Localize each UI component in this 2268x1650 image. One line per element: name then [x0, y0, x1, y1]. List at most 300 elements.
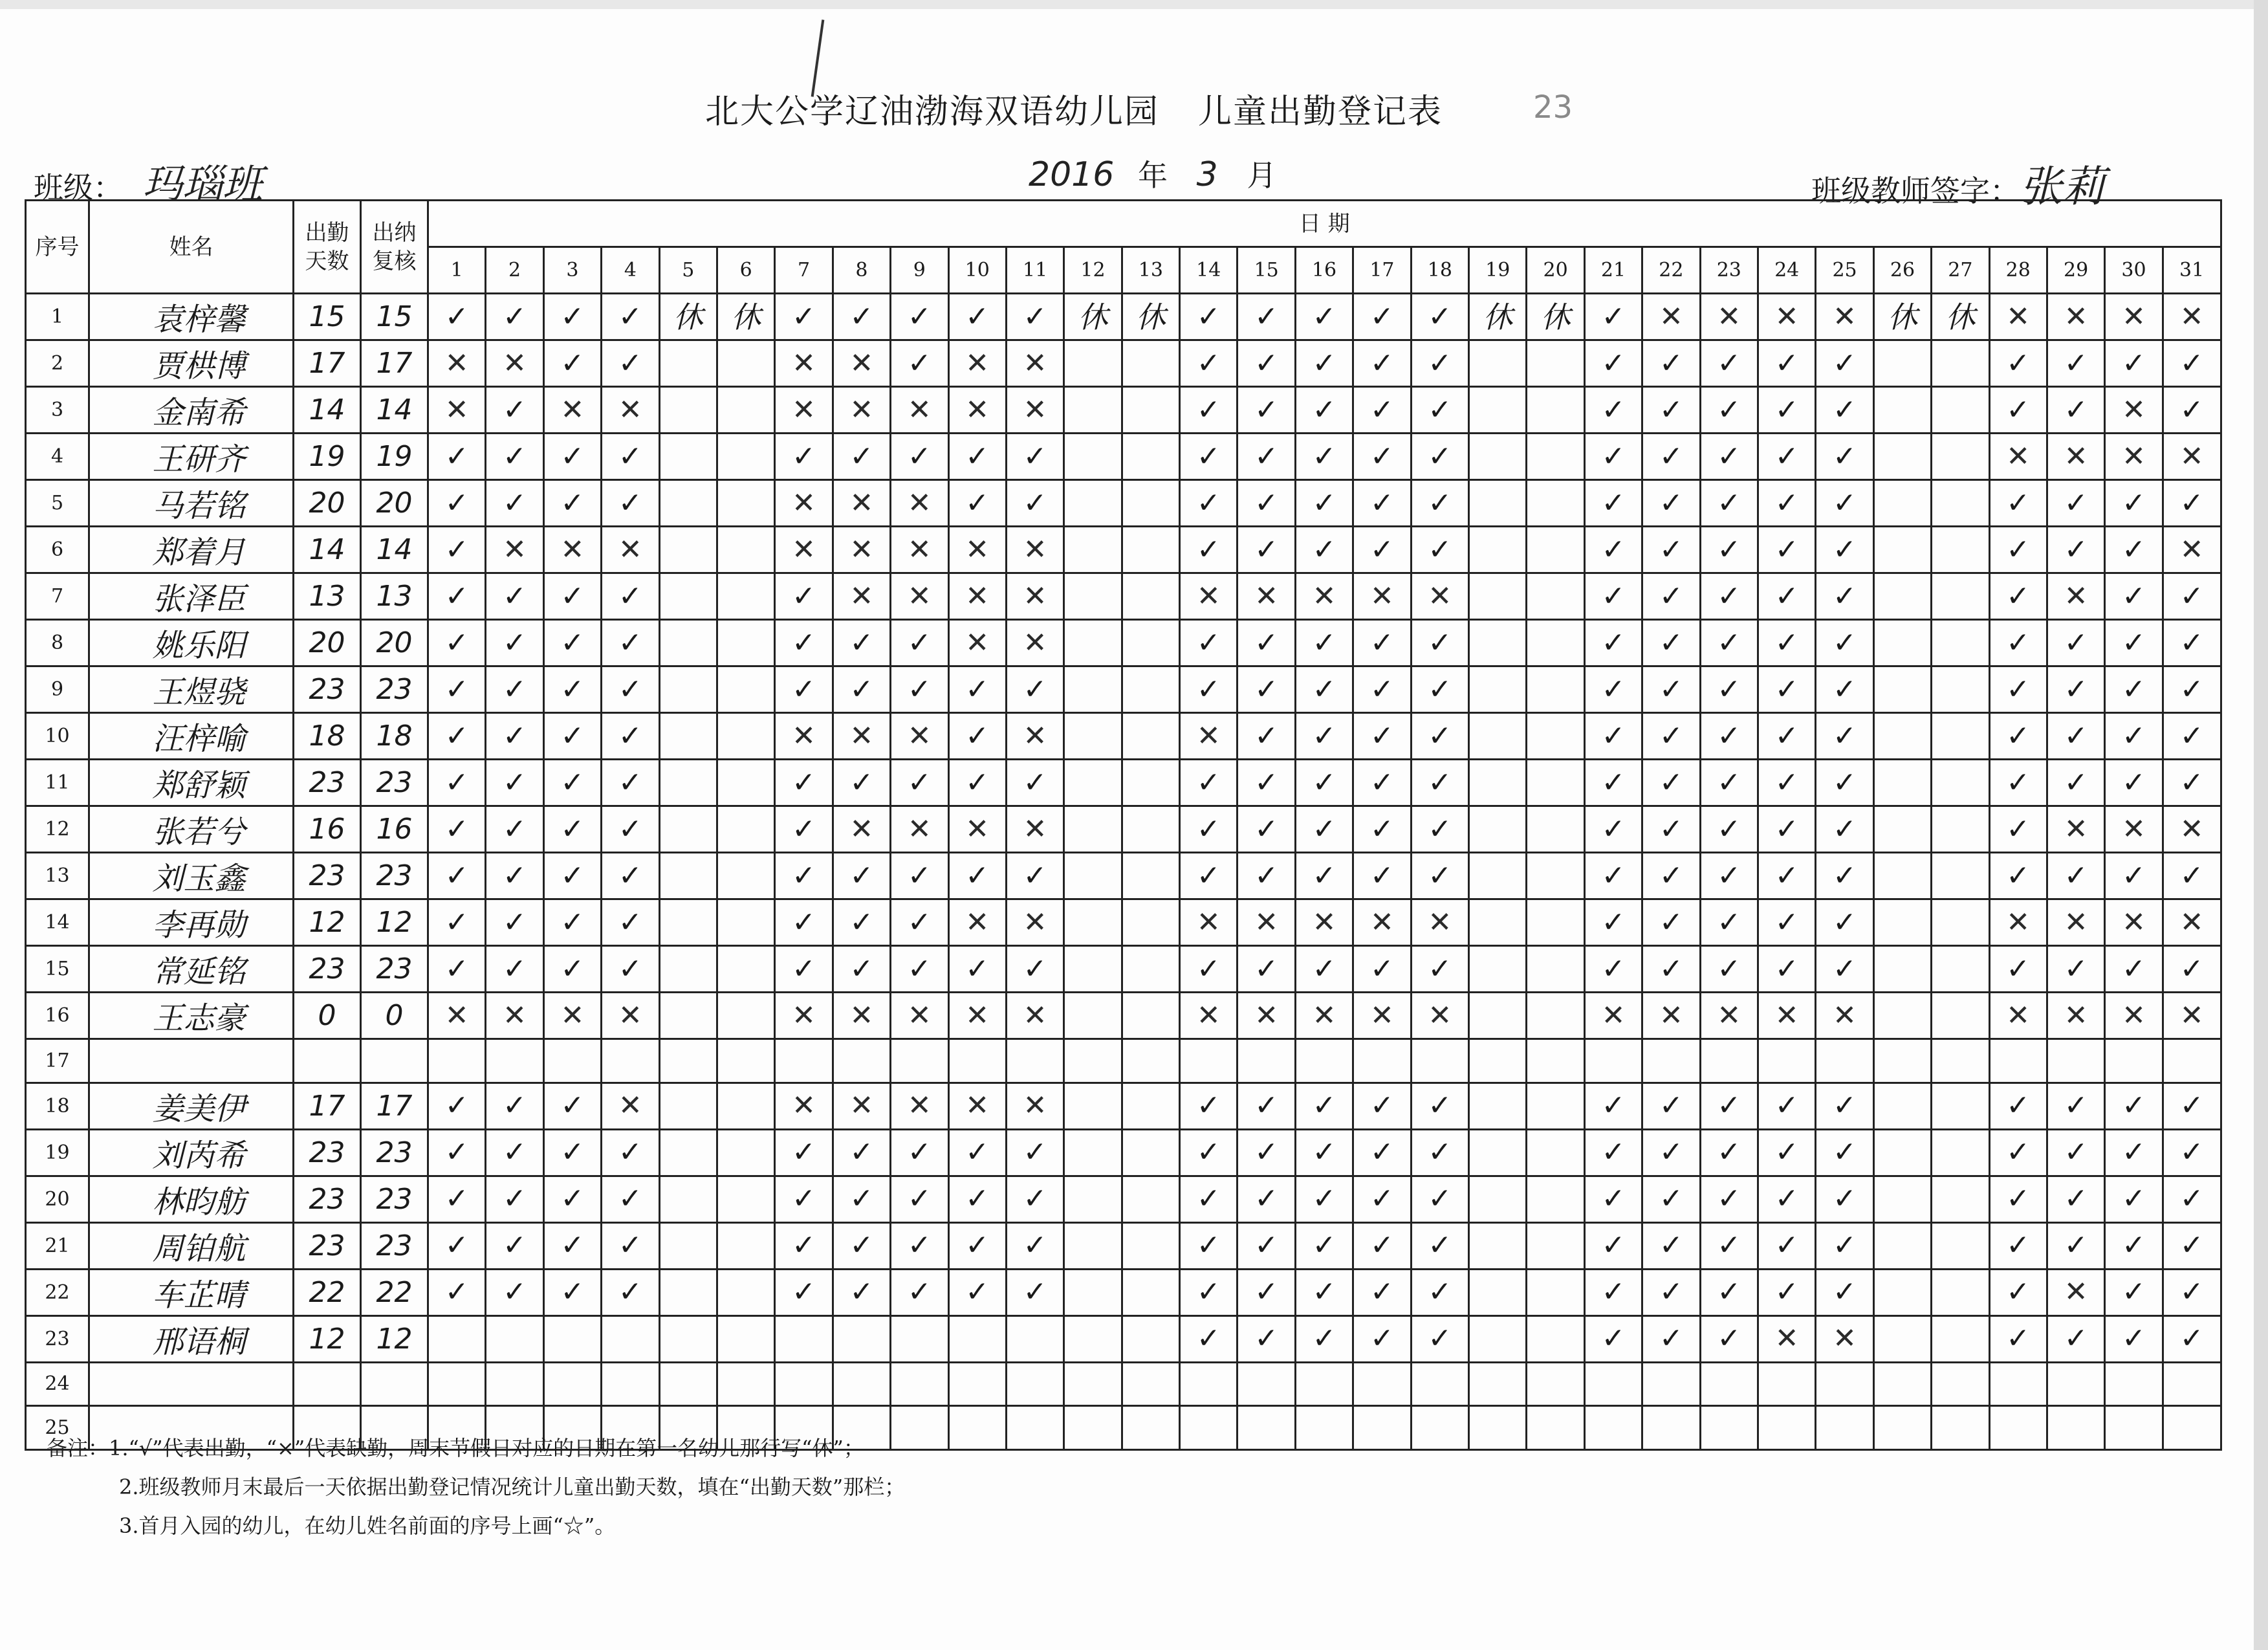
present-mark: ✓ [1295, 1176, 1353, 1222]
present-mark: ✓ [1353, 620, 1411, 666]
header-day: 12 [1064, 247, 1122, 294]
present-mark: ✓ [1180, 340, 1238, 387]
table-row [26, 899, 2221, 946]
present-mark: ✓ [486, 853, 543, 899]
row-seq: 5 [26, 480, 89, 527]
rest-day-mark: 休 [1873, 294, 1931, 340]
absent-mark: ✕ [602, 527, 659, 573]
note-2: 2.班级教师月末最后一天依据出勤登记情况统计儿童出勤天数，填在“出勤天数”那栏； [119, 1475, 906, 1499]
day-cell [1238, 1362, 1295, 1406]
present-mark: ✓ [2105, 853, 2163, 899]
day-cell [1006, 1315, 1063, 1362]
present-mark: ✓ [486, 387, 543, 434]
present-mark: ✓ [1758, 387, 1815, 434]
present-mark: ✓ [1989, 666, 2047, 713]
attendance-days: 20 [294, 620, 361, 666]
present-mark: ✓ [1758, 1083, 1815, 1129]
absent-mark: ✕ [1006, 993, 1063, 1039]
cashier-check: 14 [361, 387, 428, 434]
form-name: 儿童出勤登记表 [1198, 93, 1443, 131]
day-cell [659, 993, 717, 1039]
present-mark: ✓ [1816, 434, 1873, 480]
day-cell [2105, 1039, 2163, 1083]
day-cell [659, 1269, 717, 1315]
day-cell [1873, 713, 1931, 760]
day-cell [1469, 1083, 1527, 1129]
present-mark: ✓ [1353, 806, 1411, 853]
day-cell [1122, 480, 1179, 527]
present-mark: ✓ [543, 294, 601, 340]
present-mark: ✓ [602, 806, 659, 853]
present-mark: ✓ [1642, 573, 1700, 620]
row-seq: 2 [26, 340, 89, 387]
present-mark: ✓ [1700, 666, 1758, 713]
present-mark: ✓ [602, 946, 659, 993]
day-cell [1527, 1269, 1584, 1315]
absent-mark: ✕ [2163, 434, 2221, 480]
header-date: 日 期 [428, 201, 2221, 247]
present-mark: ✓ [1180, 1315, 1238, 1362]
cashier-check: 20 [361, 620, 428, 666]
present-mark: ✓ [1758, 1129, 1815, 1176]
day-cell [1469, 666, 1527, 713]
day-cell [1469, 1222, 1527, 1269]
cashier-check [361, 1039, 428, 1083]
present-mark: ✓ [486, 806, 543, 853]
day-cell [2047, 1406, 2104, 1450]
day-cell [486, 1039, 543, 1083]
day-cell [1469, 1315, 1527, 1362]
present-mark: ✓ [1642, 387, 1700, 434]
cashier-check: 23 [361, 853, 428, 899]
day-cell [1469, 1406, 1527, 1450]
present-mark: ✓ [1584, 294, 1642, 340]
note-3: 3.首月入园的幼儿，在幼儿姓名前面的序号上画“☆”。 [119, 1513, 616, 1538]
header-day: 26 [1873, 247, 1931, 294]
present-mark: ✓ [1006, 1222, 1063, 1269]
present-mark: ✓ [2163, 387, 2221, 434]
present-mark: ✓ [1180, 666, 1238, 713]
day-cell [1873, 760, 1931, 806]
present-mark: ✓ [1238, 806, 1295, 853]
day-cell [1122, 620, 1179, 666]
absent-mark: ✕ [1238, 573, 1295, 620]
day-cell [486, 1315, 543, 1362]
day-cell [1527, 760, 1584, 806]
header-day: 13 [1122, 247, 1179, 294]
present-mark: ✓ [486, 946, 543, 993]
row-seq: 17 [26, 1039, 89, 1083]
day-cell [1122, 1129, 1179, 1176]
header-day: 28 [1989, 247, 2047, 294]
day-cell [659, 340, 717, 387]
present-mark: ✓ [1816, 666, 1873, 713]
absent-mark: ✕ [2163, 899, 2221, 946]
day-cell [1932, 434, 1989, 480]
present-mark: ✓ [1642, 853, 1700, 899]
present-mark: ✓ [1989, 340, 2047, 387]
present-mark: ✓ [1238, 434, 1295, 480]
cashier-check: 19 [361, 434, 428, 480]
present-mark: ✓ [1411, 946, 1468, 993]
day-cell [1932, 713, 1989, 760]
present-mark: ✓ [1180, 946, 1238, 993]
row-seq: 18 [26, 1083, 89, 1129]
month-value: 3 [1196, 155, 1218, 194]
present-mark: ✓ [1295, 620, 1353, 666]
present-mark: ✓ [1238, 480, 1295, 527]
present-mark: ✓ [428, 760, 486, 806]
present-mark: ✓ [1353, 387, 1411, 434]
day-cell [717, 760, 774, 806]
day-cell [1295, 1362, 1353, 1406]
day-cell [1469, 480, 1527, 527]
day-cell [891, 1039, 948, 1083]
present-mark: ✓ [1989, 713, 2047, 760]
day-cell [1122, 1269, 1179, 1315]
attendance-days: 23 [294, 1129, 361, 1176]
present-mark: ✓ [2047, 340, 2104, 387]
present-mark: ✓ [1353, 1222, 1411, 1269]
present-mark: ✓ [1411, 1176, 1468, 1222]
row-seq: 16 [26, 993, 89, 1039]
present-mark: ✓ [1816, 573, 1873, 620]
day-cell [1353, 1406, 1411, 1450]
attendance-table [25, 199, 2222, 1451]
absent-mark: ✕ [1006, 899, 1063, 946]
header-attendance-days-line1: 出勤 [305, 219, 349, 246]
table-row [26, 1176, 2221, 1222]
present-mark: ✓ [833, 620, 890, 666]
present-mark: ✓ [2105, 573, 2163, 620]
present-mark: ✓ [1295, 387, 1353, 434]
absent-mark: ✕ [602, 387, 659, 434]
present-mark: ✓ [1411, 340, 1468, 387]
absent-mark: ✕ [602, 1083, 659, 1129]
day-cell [1469, 573, 1527, 620]
rest-day-mark: 休 [717, 294, 774, 340]
absent-mark: ✕ [2047, 806, 2104, 853]
present-mark: ✓ [2163, 1269, 2221, 1315]
row-seq: 23 [26, 1315, 89, 1362]
day-cell [1527, 340, 1584, 387]
attendance-rows [26, 294, 2221, 1450]
day-cell [717, 434, 774, 480]
child-name: 郑着月 [89, 527, 294, 573]
present-mark: ✓ [1006, 480, 1063, 527]
table-row [26, 434, 2221, 480]
day-cell [891, 1315, 948, 1362]
day-cell [717, 946, 774, 993]
present-mark: ✓ [1989, 1315, 2047, 1362]
day-cell [717, 573, 774, 620]
present-mark: ✓ [1180, 1129, 1238, 1176]
present-mark: ✓ [1180, 1222, 1238, 1269]
header-day: 9 [891, 247, 948, 294]
present-mark: ✓ [486, 1129, 543, 1176]
present-mark: ✓ [2047, 1222, 2104, 1269]
day-cell [1064, 1176, 1122, 1222]
header-cashier-check [361, 201, 428, 294]
absent-mark: ✕ [948, 1083, 1006, 1129]
present-mark: ✓ [1816, 527, 1873, 573]
table-row [26, 387, 2221, 434]
present-mark: ✓ [428, 294, 486, 340]
row-seq: 9 [26, 666, 89, 713]
present-mark: ✓ [2105, 480, 2163, 527]
absent-mark: ✕ [486, 527, 543, 573]
child-name: 邢语桐 [89, 1315, 294, 1362]
absent-mark: ✕ [1006, 713, 1063, 760]
absent-mark: ✕ [775, 1083, 833, 1129]
day-cell [948, 1039, 1006, 1083]
present-mark: ✓ [602, 1129, 659, 1176]
year-value: 2016 [1029, 155, 1115, 194]
present-mark: ✓ [2047, 1176, 2104, 1222]
present-mark: ✓ [1295, 713, 1353, 760]
present-mark: ✓ [1816, 340, 1873, 387]
day-cell [1411, 1039, 1468, 1083]
present-mark: ✓ [1989, 853, 2047, 899]
attendance-days: 18 [294, 713, 361, 760]
present-mark: ✓ [2163, 573, 2221, 620]
day-cell [1122, 946, 1179, 993]
day-cell [1700, 1406, 1758, 1450]
row-seq: 15 [26, 946, 89, 993]
day-cell [1816, 1039, 1873, 1083]
present-mark: ✓ [1989, 573, 2047, 620]
present-mark: ✓ [1295, 294, 1353, 340]
absent-mark: ✕ [775, 480, 833, 527]
present-mark: ✓ [602, 1222, 659, 1269]
day-cell [1469, 1362, 1527, 1406]
header-day: 10 [948, 247, 1006, 294]
absent-mark: ✕ [1411, 573, 1468, 620]
child-name: 车芷晴 [89, 1269, 294, 1315]
present-mark: ✓ [1584, 387, 1642, 434]
present-mark: ✓ [891, 1176, 948, 1222]
header-day: 8 [833, 247, 890, 294]
present-mark: ✓ [1989, 946, 2047, 993]
present-mark: ✓ [2163, 946, 2221, 993]
day-cell [1006, 1362, 1063, 1406]
present-mark: ✓ [948, 1129, 1006, 1176]
absent-mark: ✕ [2163, 527, 2221, 573]
present-mark: ✓ [1238, 1083, 1295, 1129]
day-cell [1122, 853, 1179, 899]
present-mark: ✓ [1700, 713, 1758, 760]
absent-mark: ✕ [833, 387, 890, 434]
day-cell [1527, 620, 1584, 666]
day-cell [1527, 480, 1584, 527]
header-day: 30 [2105, 247, 2163, 294]
present-mark: ✓ [1411, 434, 1468, 480]
present-mark: ✓ [1989, 1176, 2047, 1222]
child-name: 汪梓喻 [89, 713, 294, 760]
absent-mark: ✕ [948, 573, 1006, 620]
present-mark: ✓ [775, 1222, 833, 1269]
absent-mark: ✕ [833, 527, 890, 573]
day-cell [1122, 1039, 1179, 1083]
present-mark: ✓ [1700, 1129, 1758, 1176]
present-mark: ✓ [1758, 760, 1815, 806]
present-mark: ✓ [1180, 1083, 1238, 1129]
present-mark: ✓ [1758, 946, 1815, 993]
present-mark: ✓ [1006, 760, 1063, 806]
present-mark: ✓ [1642, 1129, 1700, 1176]
present-mark: ✓ [486, 573, 543, 620]
day-cell [1122, 1362, 1179, 1406]
row-seq: 11 [26, 760, 89, 806]
day-cell [717, 993, 774, 1039]
present-mark: ✓ [1816, 387, 1873, 434]
present-mark: ✓ [948, 1222, 1006, 1269]
present-mark: ✓ [1180, 480, 1238, 527]
table-row [26, 666, 2221, 713]
present-mark: ✓ [1006, 666, 1063, 713]
day-cell [1932, 666, 1989, 713]
header-cashier-check-line2: 复核 [372, 248, 417, 274]
row-seq: 4 [26, 434, 89, 480]
present-mark: ✓ [775, 946, 833, 993]
day-cell [1873, 1315, 1931, 1362]
present-mark: ✓ [543, 1129, 601, 1176]
present-mark: ✓ [1700, 1176, 1758, 1222]
rest-day-mark: 休 [1064, 294, 1122, 340]
table-row [26, 1039, 2221, 1083]
present-mark: ✓ [428, 666, 486, 713]
present-mark: ✓ [2047, 1129, 2104, 1176]
rest-day-mark: 休 [1527, 294, 1584, 340]
present-mark: ✓ [428, 1176, 486, 1222]
day-cell [1122, 899, 1179, 946]
present-mark: ✓ [1584, 1129, 1642, 1176]
day-cell [1527, 434, 1584, 480]
present-mark: ✓ [1700, 1315, 1758, 1362]
present-mark: ✓ [602, 760, 659, 806]
absent-mark: ✕ [1816, 993, 1873, 1039]
present-mark: ✓ [1989, 387, 2047, 434]
present-mark: ✓ [428, 853, 486, 899]
present-mark: ✓ [1700, 806, 1758, 853]
day-cell [659, 806, 717, 853]
absent-mark: ✕ [1411, 899, 1468, 946]
present-mark: ✓ [1642, 899, 1700, 946]
absent-mark: ✕ [775, 713, 833, 760]
absent-mark: ✕ [1006, 806, 1063, 853]
present-mark: ✓ [2105, 713, 2163, 760]
day-cell [717, 527, 774, 573]
absent-mark: ✕ [775, 993, 833, 1039]
present-mark: ✓ [833, 1269, 890, 1315]
absent-mark: ✕ [833, 806, 890, 853]
present-mark: ✓ [1700, 1222, 1758, 1269]
present-mark: ✓ [1006, 294, 1063, 340]
day-cell [775, 1315, 833, 1362]
day-cell [659, 1083, 717, 1129]
day-cell [775, 1362, 833, 1406]
present-mark: ✓ [891, 853, 948, 899]
present-mark: ✓ [833, 1129, 890, 1176]
table-row [26, 620, 2221, 666]
day-cell [1064, 573, 1122, 620]
header-name: 姓名 [89, 201, 294, 294]
present-mark: ✓ [775, 294, 833, 340]
day-cell [659, 387, 717, 434]
day-cell [1932, 573, 1989, 620]
present-mark: ✓ [1700, 620, 1758, 666]
present-mark: ✓ [1816, 1222, 1873, 1269]
present-mark: ✓ [1180, 294, 1238, 340]
present-mark: ✓ [948, 294, 1006, 340]
header-day: 3 [543, 247, 601, 294]
present-mark: ✓ [1353, 480, 1411, 527]
present-mark: ✓ [1642, 620, 1700, 666]
cashier-check: 15 [361, 294, 428, 340]
present-mark: ✓ [2163, 713, 2221, 760]
day-cell [1989, 1362, 2047, 1406]
day-cell [1469, 993, 1527, 1039]
present-mark: ✓ [1411, 1129, 1468, 1176]
present-mark: ✓ [833, 434, 890, 480]
present-mark: ✓ [2163, 1129, 2221, 1176]
present-mark: ✓ [2163, 760, 2221, 806]
absent-mark: ✕ [1989, 993, 2047, 1039]
day-cell [1180, 1039, 1238, 1083]
day-cell [1816, 1362, 1873, 1406]
present-mark: ✓ [1642, 434, 1700, 480]
present-mark: ✓ [1238, 527, 1295, 573]
present-mark: ✓ [1353, 1315, 1411, 1362]
child-name: 常延铭 [89, 946, 294, 993]
day-cell [1064, 1083, 1122, 1129]
child-name [89, 1039, 294, 1083]
day-cell [1873, 853, 1931, 899]
present-mark: ✓ [1295, 1315, 1353, 1362]
present-mark: ✓ [1353, 666, 1411, 713]
attendance-days: 13 [294, 573, 361, 620]
header-day: 21 [1584, 247, 1642, 294]
present-mark: ✓ [1584, 1315, 1642, 1362]
present-mark: ✓ [2163, 340, 2221, 387]
present-mark: ✓ [833, 760, 890, 806]
row-seq: 8 [26, 620, 89, 666]
absent-mark: ✕ [1353, 993, 1411, 1039]
row-seq: 19 [26, 1129, 89, 1176]
day-cell [1064, 1315, 1122, 1362]
day-cell [1122, 434, 1179, 480]
absent-mark: ✕ [891, 573, 948, 620]
cashier-check: 17 [361, 340, 428, 387]
absent-mark: ✕ [1758, 294, 1815, 340]
present-mark: ✓ [1180, 1176, 1238, 1222]
present-mark: ✓ [1238, 1176, 1295, 1222]
present-mark: ✓ [1295, 527, 1353, 573]
present-mark: ✓ [2105, 666, 2163, 713]
day-cell [1932, 853, 1989, 899]
child-name: 姜美伊 [89, 1083, 294, 1129]
cashier-check: 12 [361, 899, 428, 946]
absent-mark: ✕ [2163, 806, 2221, 853]
present-mark: ✓ [1295, 666, 1353, 713]
attendance-days: 12 [294, 899, 361, 946]
present-mark: ✓ [1295, 1083, 1353, 1129]
attendance-days: 16 [294, 806, 361, 853]
absent-mark: ✕ [428, 340, 486, 387]
present-mark: ✓ [775, 434, 833, 480]
present-mark: ✓ [775, 1129, 833, 1176]
table-row [26, 713, 2221, 760]
